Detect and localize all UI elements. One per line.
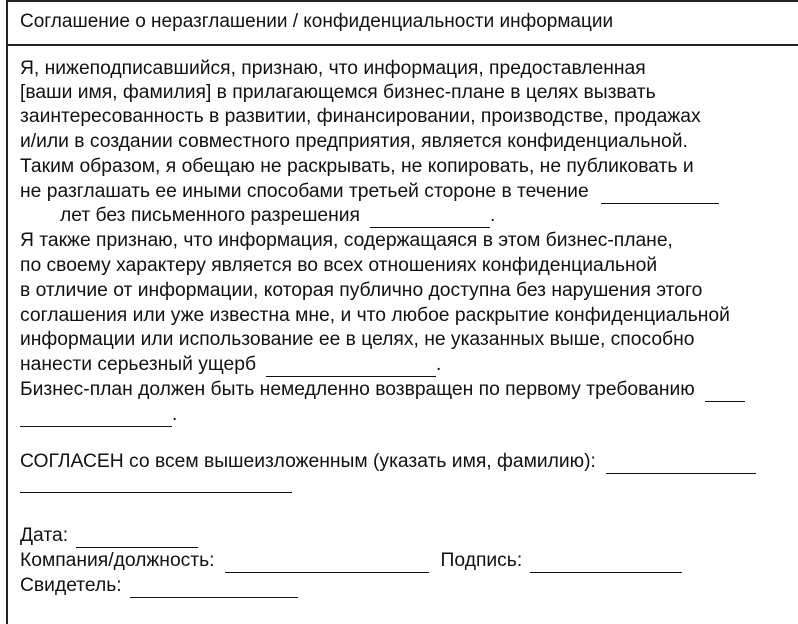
paragraph-1-line-1 [20, 57, 788, 81]
company-label: Компания/должность: [20, 550, 215, 571]
paragraph-2-line-5: информации или использование ее в целях, не указанных выше, способно [20, 329, 695, 350]
date-row [20, 524, 788, 548]
period: . [436, 354, 442, 375]
signature-field[interactable] [530, 555, 682, 573]
paragraph-2-line-3: в отличие от информации, которая публично доступна без нарушения этого [20, 280, 703, 301]
text: лет без письменного разрешения [60, 205, 360, 226]
agree-label: СОГЛАСЕН со всем вышеизложенным (указать имя, фамилию): [20, 451, 596, 472]
agree-line-2 [20, 475, 788, 493]
return-blank-field-cont[interactable] [20, 409, 172, 427]
company-row [20, 549, 788, 573]
witness-field[interactable] [130, 580, 298, 598]
paragraph-1-line-2: [ваши имя, фамилия] в прилагающемся бизнес-плане в целях вызвать [20, 82, 656, 103]
paragraph-3-line-2 [20, 403, 788, 427]
paragraph-2-line-2: по своему характеру является во всех отношениях конфиденциальной [20, 255, 658, 276]
text: не разглашать ее иными способами третьей стороне в течение [20, 181, 589, 202]
agree-line [20, 450, 788, 474]
period: . [172, 404, 178, 425]
paragraph-2-line-1: Я также признаю, что информация, содержащаяся в этом бизнес-плане, [20, 230, 673, 251]
term-blank-field[interactable] [601, 186, 719, 204]
damage-blank-field[interactable] [266, 359, 436, 377]
text: Я, нижеподписавшийся, признаю, что информация, предоставленная [20, 58, 646, 79]
paragraph-1-line-6 [20, 180, 788, 204]
title-bar [8, 2, 798, 46]
permission-blank-field[interactable] [370, 210, 490, 228]
text: нанести серьезный ущерб [20, 354, 257, 375]
agree-name-field-cont[interactable] [20, 475, 292, 493]
paragraph-1-line-4: и/или в создании совместного предприятия, является конфиденциальной. [20, 131, 688, 152]
witness-row [20, 574, 788, 598]
text: Бизнес-план должен быть немедленно возвращен по первому требованию [20, 379, 695, 400]
paragraph-2-line-6 [20, 353, 788, 377]
paragraph-3-line-1 [20, 378, 788, 402]
agree-name-field[interactable] [606, 456, 756, 474]
witness-label: Свидетель: [20, 575, 122, 596]
date-field[interactable] [76, 530, 198, 548]
paragraph-1-line-3: заинтересованность в развитии, финансировании, производстве, продажах [20, 106, 701, 127]
document-title: Соглашение о неразглашении / конфиденциальности информации [20, 11, 614, 32]
return-blank-field[interactable] [705, 384, 745, 402]
signature-label: Подпись: [440, 550, 523, 571]
agreement-form [6, 0, 798, 624]
company-field[interactable] [225, 555, 429, 573]
paragraph-1-line-5: Таким образом, я обещаю не раскрывать, не копировать, не публиковать и [20, 156, 694, 177]
paragraph-1-line-7 [20, 204, 788, 228]
paragraph-2-line-4: соглашения или уже известна мне, и что любое раскрытие конфиденциальной [20, 305, 730, 326]
date-label: Дата: [20, 525, 69, 546]
period: . [490, 205, 496, 226]
